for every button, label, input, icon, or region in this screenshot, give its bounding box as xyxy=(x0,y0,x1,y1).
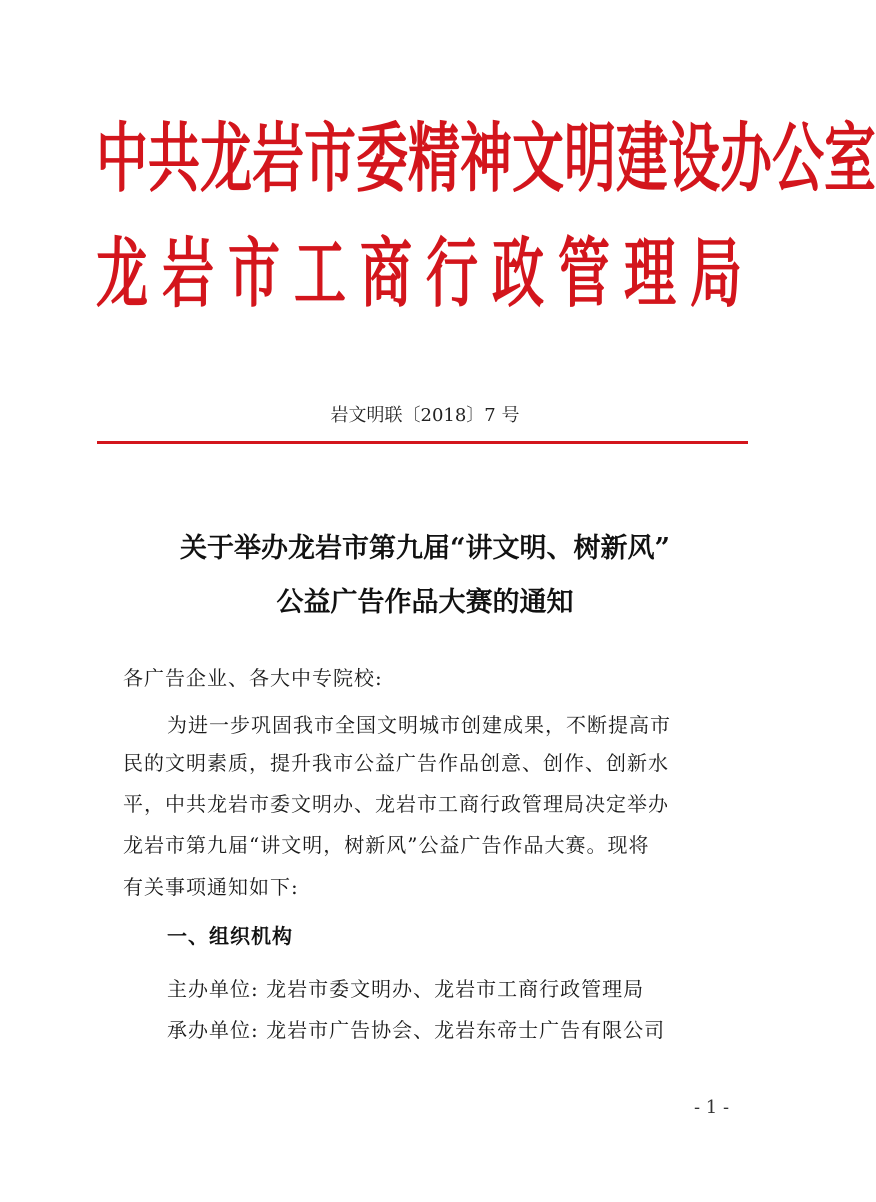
body-paragraph-line-2: 民的文明素质，提升我市公益广告作品创意、创作、创新水 xyxy=(123,751,669,775)
page-number: - 1 - xyxy=(694,1097,730,1118)
salutation: 各广告企业、各大中专院校: xyxy=(123,666,383,690)
notice-title-line-1: 关于举办龙岩市第九届“讲文明、树新风” xyxy=(179,533,671,564)
section-heading-organization: 一、组织机构 xyxy=(167,924,293,948)
letterhead-issuer-2: 龙岩市工商行政管理局 xyxy=(96,231,757,319)
letterhead-issuer-1: 中共龙岩市委精神文明建设办公室 xyxy=(96,116,876,204)
red-divider-line xyxy=(97,441,748,444)
notice-title-line-2: 公益广告作品大赛的通知 xyxy=(276,587,574,618)
body-paragraph-line-3: 平，中共龙岩市委文明办、龙岩市工商行政管理局决定举办 xyxy=(123,792,669,816)
document-number: 岩文明联〔2018〕7 号 xyxy=(330,405,520,426)
body-paragraph-line-5: 有关事项通知如下: xyxy=(123,875,299,899)
co-organizer-line: 承办单位: 龙岩市广告协会、龙岩东帝士广告有限公司 xyxy=(167,1018,666,1042)
organizer-line: 主办单位: 龙岩市委文明办、龙岩市工商行政管理局 xyxy=(167,977,645,1001)
body-paragraph-line-4: 龙岩市第九届“讲文明，树新风”公益广告作品大赛。现将 xyxy=(123,833,650,857)
body-paragraph-line-1: 为进一步巩固我市全国文明城市创建成果，不断提高市 xyxy=(167,713,671,737)
